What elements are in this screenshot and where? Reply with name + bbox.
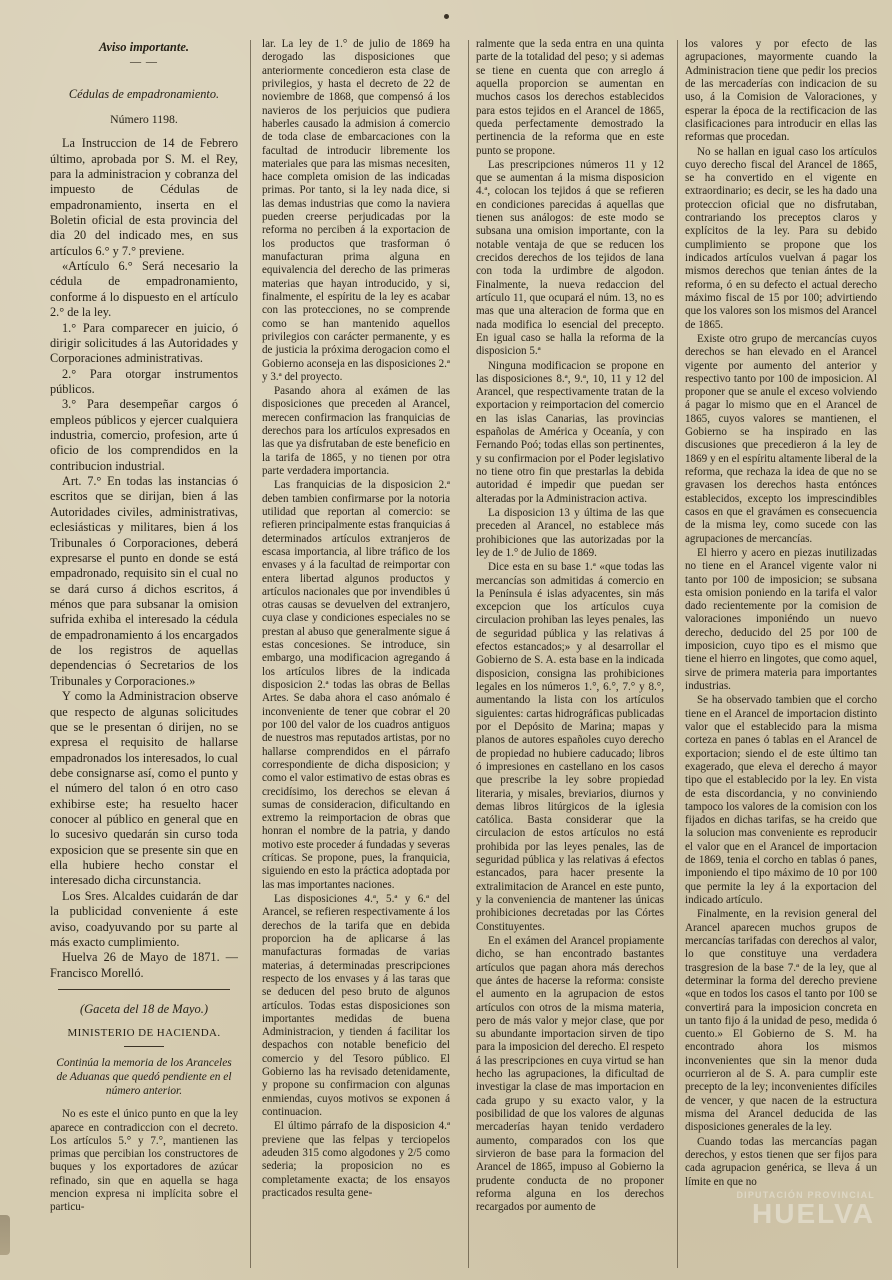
article-paragraph: ralmente que la seda entra en una quinta parte de la totalidad del peso; y si ademas se tiene en cuenta que con arreglo á aquella proporcion se aumentan en muchos casos los derechos establecidos para estos tejidos en el Arancel de 1865, queda perfectamente demostrado la pertinencia de la reforma que en este punto se propone.	[476, 38, 664, 157]
notice-signature: Huelva 26 de Mayo de 1871. — Francisco Morelló.	[50, 950, 238, 980]
notice-intro: La Instruccion de 14 de Febrero último, aprobada por S. M. el Rey, para la administracion y cobranza del impuesto de Cédulas de empadronamiento, inserta en el Boletin oficial de esta provincia del dia 20 del indicado mes, en sus artículos 6.° y 7.° previene.	[50, 136, 238, 258]
notice-article-7: Art. 7.° En todas las instancias ó escritos que se dirijan, bien á las Autoridades civiles, administrativas, eclesiásticas y militares, bien á los Tribunales ó Corporaciones, deberá expresarse el punto en donde se está empadronado, requisito sin el cual no se dará curso á dichos escritos, á ménos que para subsanar la omision sufrida exhiba el interesado la cédula de empadronamiento á los encargados de los registros de aquellas dependencias ó Secretarios de los Tribunales y Corporaciones.»	[50, 474, 238, 688]
archive-watermark	[705, 1190, 875, 1240]
section-divider	[58, 989, 230, 990]
article-paragraph: lar. La ley de 1.° de julio de 1869 ha derogado las disposiciones que anteriormente concedieron esta clase de privilegios, y hasta el decreto de 22 de noviembre de 1868, que compensó á los navieros de los perjuicios que pudiera haberles causado la admision á comercio de toda clase de embarcaciones con la facultad de introducir libremente los materiales que para las mismas necesiten, hace completa omision de las indicadas primas. Por tanto, si la ley nada dice, si las demas industrias que como la naviera pueden creerse perjudicadas por la reforma no perciben á la exportacion de los productos que trasforman ó manufacturan prima alguna en equivalencia del derecho de las primeras materias que hayan introducido, y si, finalmente, el espíritu de la ley es acabar con las protecciones, no se comprende como se han mantenido aquellos privilegios con carácter permanente, y es de justicia la próxima derogacion como el Gobierno aconseja en las disposiciones 2.ª y 3.ª del proyecto.	[262, 38, 450, 383]
notice-item-3: 3.° Para desempeñar cargos ó empleos públicos y ejercer cualquiera industria, comercio, profesion, arte ú oficio de los comprendidos en la contribucion industrial.	[50, 397, 238, 473]
article-paragraph: No es este el único punto en que la ley aparece en contradiccion con el decreto. Los artículos 5.° y 7.°, mantienen las primas que percibian los constructores de buques y los exportadores de azúcar refinado, sin que en aquella se haga mencion expresa ni implícita sobre el particu-	[50, 1108, 238, 1214]
column-2	[262, 38, 450, 1270]
article-paragraph: Cuando todas las mercancías pagan derechos, y estos tienen que ser fijos para cada agrupacion genérica, se lleva á un límite en que no	[685, 1135, 877, 1188]
article-paragraph: El hierro y acero en piezas inutilizadas no tiene en el Arancel vigente valor ni tanto por 100 de imposicion; se subsana esta omision poniendo en la tarifa el valor dado recientemente por la comision de valoraciones imponiéndo un nuevo derecho, deducido del 25 por 100 de imposicion, cuyo tipo es el mismo que tiene el hierro en lingotes, que como aquel, sirve de primera materia para importantes industrias.	[685, 546, 877, 692]
notice-alcaldes-paragraph: Los Sres. Alcaldes cuidarán de dar la publicidad conveniente á este aviso, coadyuvando por su parte al más exacto cumplimiento.	[50, 888, 238, 949]
article-paragraph: Se ha observado tambien que el corcho tiene en el Arancel de importacion distinto valor que el establecido para la misma corteza en panes ó tablas en el Arancel de exportacion; siendo el de este último tan exagerado, que eleva el derecho á mayor tipo que el establecido por la ley. En vista de esta discordancia, y no conviniendo tampoco los valores de la comision con los fijados en dichas tarifas, se ha creido que la solucion mas conveniente es reproducir el valor que en el Arancel de importacion de 1869, tenia el corcho en tablas ó panes, imponiendo el tipo máximo de 10 por 100 que permite la ley á la exportacion del indicado artículo.	[685, 694, 877, 906]
ministry-heading: MINISTERIO DE HACIENDA.	[67, 1026, 221, 1039]
article-paragraph: Ninguna modificacion se propone en las disposiciones 8.ª, 9.ª, 10, 11 y 12 del Arancel, que respectivamente tratan de la exportacion y reimportacion del comercio en las islas Canarias, las provincias españolas de América y Oceanía, y con Fernando Poó; todas ellas son pertinentes, y su confirmacion por el Poder legislativo no tiene otro fin que prestarlas la debida autoridad é impedir que puedan ser alteradas por la Administracion activa.	[476, 359, 664, 505]
notice-article-6: «Artículo 6.° Será necesario la cédula de empadronamiento, conforme á lo dispuesto en el artículo 2.° de la ley.	[50, 259, 238, 320]
gaceta-reference: (Gaceta del 18 de Mayo.)	[79, 1001, 209, 1016]
title-dash: — —	[130, 56, 158, 68]
column-rule	[468, 40, 469, 1268]
article-paragraph: los valores y por efecto de las agrupaciones, mayormente cuando la Administracion tiene que pedir los precios de las mercaderías con indicacion de su uso, á la Comision de Valoraciones, y esperar la época de la rectificacion de las clasificaciones para introducir en ellas las reformas que procedan.	[685, 38, 877, 144]
short-divider	[124, 1046, 164, 1047]
column-4	[685, 38, 877, 1270]
article-paragraph: En el exámen del Arancel propiamente dicho, se han encontrado bastantes artículos que pagan ahora más derechos que ántes de hacerse la reforma: consiste el aumento en la agrupacion de estos artículos con otros de la misma materia, pero de más valor y mejor clase, que por su abundante importacion sirven de tipo para la imposicion del derecho. El respeto á las prescripciones en cuya virtud se han hecho las agrupaciones, la dificultad de investigar la clase de mas importacion en cada grupo y su exacto valor, y la posibilidad de que los valores de algunas mercaderías hayan tenido verdadero aumento, comparados con los que sirvieron de base para la formacion del Arancel de 1865, impuso al Gobierno la prudente conducta de no proponer reforma alguna en los derechos recargados por aumento de	[476, 934, 664, 1214]
notice-title: Aviso importante.	[98, 40, 190, 54]
page-dot-mark	[444, 14, 449, 19]
article-paragraph: Las prescripciones números 11 y 12 que se aumentan á la misma disposicion 4.ª, colocan los tejidos á que se refieren en condiciones parecidas á aquellas que tienen sus análogos: de este modo se subsana una omision importante, con la notable ventaja de que se reducen los crecidos derechos de los tejidos de lana con toda la urdimbre de algodon. Finalmente, la nueva redaccion del artículo 11, que ocupará el núm. 13, no es mas que una alteracion de forma que en nada modifica lo esencial del precepto. En igual caso se halla la reforma de la disposicion 5.ª	[476, 158, 664, 358]
article-paragraph: Pasando ahora al exámen de las disposiciones que preceden al Arancel, merecen confirmacion las franquicias de derechos para los artículos expresados en las que ya disfrutaban de este beneficio en la tarifa de 1865, y no tienen por otra parte verdadera importancia.	[262, 385, 450, 477]
column-rule	[250, 40, 251, 1268]
article-paragraph: Existe otro grupo de mercancías cuyos derechos se han elevado en el Arancel vigente por aumento del anterior y respectivo tanto por 100 de imposicion. Al proponer que se anule el exceso volviendo á pagar lo mismo que en el Arancel de 1865, cuyos valores se mantienen, el Gobierno se ha inspirado en las discusiones que precedieron á la ley de 1869 y en el espíritu altamente liberal de la reforma, que rechaza la idea de que no se gravasen los derechos hasta entónces establecidos, excepto los imprescindibles casos en que el gravámen es consecuencia de la misma ley, como sucede con las agrupaciones de mercancías.	[685, 332, 877, 545]
watermark-line-1: DIPUTACIÓN PROVINCIAL	[736, 1190, 875, 1200]
article-paragraph: No se hallan en igual caso los artículos cuyo derecho fiscal del Arancel de 1865, se ha convertido en el vigente en extraordinario; es decir, se les ha dado una proteccion oficial que no disfrutaban, contrariando los preceptos claros y explícitos de la ley. Para su debido cumplimiento se propone que los indicados artículos vuelvan á pagar los mismos derechos que tenian ántes de la reforma, ó en su defecto el actual derecho máximo fiscal de 15 por 100; advirtiendo que los valores son los mismos del Arancel de 1865.	[685, 145, 877, 331]
notice-number: Número 1198.	[110, 112, 178, 127]
article-paragraph: Las franquicias de la disposicion 2.ª deben tambien confirmarse por la notoria utilidad que reportan al comercio: se refieren principalmente estas franquicias á determinados artículos extranjeros de escasa importancia, al libre tráfico de los envases y á la facultad de reimportar con entera libertad algunos productos y artículos nacionales que por invendibles ú otras causas se devuelven del extranjero, cuya clase y condiciones especiales no se prestan al abuso que generalmente sigue á estas concesiones. Se introduce, sin embargo, una modificacion agregando á los artículos libres de la indicada disposicion 2.ª todas las obras de Bellas Artes. Se daba ahora el caso anómalo é inconveniente de tener que cobrar el 20 por 100 del valor de los cuadros antiguos de nuestros mas reputados artistas, por no hallarse comprendidos en el párrafo correspondiente de dicha disposicion; y como el valor estimativo de estas obras es crecidísimo, los derechos se elevan á sumas de consideracion, dificultando en extremo la reimportacion de obras que honran el nombre de la patria, y dando motivo este proceder á fundadas y severas críticas. Se propone, pues, la franquicia, siguiendo en esto la práctica adoptada por las mas importantes naciones.	[262, 479, 450, 891]
article-paragraph: Finalmente, en la revision general del Arancel aparecen muchos grupos de mercancías tarifadas con derechos al valor, lo que constituye una verdadera trasgresion de la base 7.ª de la ley, que al determinar la forma del derecho previene «que en todos los casos el tanto por 100 se convertirá para la imposicion concreta en un tanto fijo á la unidad de peso, medida ó cuento.» El Gobierno de S. M. ha encontrado ahora los mismos inconvenientes que sin la menor duda ocurrieron al de S. A. para cumplir este precepto de la ley; inconvenientes difíciles de vencer, y que nacen de la estructura misma del Arancel deducida de las disposiciones generales de la ley.	[685, 908, 877, 1134]
article-paragraph: El último párrafo de la disposicion 4.ª previene que las felpas y terciopelos adeuden 315 como algodones y 2/5 como sederia; la proposicion no es completamente exacta; de los ensayos practicados resulta gene-	[262, 1120, 450, 1199]
notice-subtitle: Cédulas de empadronamiento.	[68, 87, 220, 102]
notice-item-2: 2.° Para otorgar instrumentos públicos.	[50, 366, 238, 396]
column-3	[476, 38, 664, 1270]
article-paragraph: La disposicion 13 y última de las que preceden al Arancel, no establece más prohibiciones que las autorizadas por la ley de 1.° de Julio de 1869.	[476, 506, 664, 559]
watermark-line-2: HUELVA	[752, 1198, 875, 1229]
column-rule	[677, 40, 678, 1268]
continuation-note: Continúa la memoria de los Aranceles de Aduanas que quedó pendiente en el número anterior.	[56, 1057, 232, 1097]
article-paragraph: Dice esta en su base 1.ª «que todas las mercancías son admitidas á comercio en la Península é islas adyacentes, sin más excepcion que los artículos cuya circulacion prohiban las leyes penales, las de seguridad pública y las relativas á efectos estancados;» y al desarrollar el Gobierno de S. A. esta base en la indicada disposicion, consigna las prohibiciones legales en los números 1.°, 6.°, 7.° y 8.°, aumentando la lista con los artículos siguientes: cartas hidrográficas publicadas por el Depósito de Marina; mapas y planos de autores españoles cuyo derecho de propiedad no hubiere caducado; libros ó impresiones en castellano en los casos que prescribe la ley sobre propiedad literaria, y misales, breviarios, diurnos y demas libros litúrgicos de la iglesia católica. Basta considerar que la circulacion de estos artículos no está prohibida por las leyes penales, las de seguridad pública y las relativas á efectos estancados, para hacer presente la extralimitacion de Arancel en este punto, y la conveniencia de mantener las únicas prohibiciones decretadas por las Córtes Constituyentes.	[476, 561, 664, 933]
paper-stain	[0, 1215, 10, 1255]
notice-body	[50, 136, 238, 981]
article-paragraph: Las disposiciones 4.ª, 5.ª y 6.ª del Arancel, se refieren respectivamente á los derechos de la tarifa que en debida proporcion ha de aplicarse á las manufacturas formadas de varias materias, á determinadas prescripciones respecto de los envases y á las taras que se deducen del peso bruto de algunos artículos. Todas estas disposiciones son importantes medidas de buena Administracion, y tienden á facilitar los despachos con notable beneficio del comercio y del Tesoro público. El Gobierno las ha revisado detenidamente, y propone su confirmacion con algunas enmiendas, cuyos motivos se exponen á continuacion.	[262, 893, 450, 1118]
notice-item-1: 1.° Para comparecer en juicio, ó dirigir solicitudes á las Autoridades y Corporaciones administrativas.	[50, 320, 238, 366]
column-1	[50, 38, 238, 1270]
notice-admin-paragraph: Y como la Administracion observe que respecto de algunas solicitudes que se le presentan ó dirijen, no se expresa el requisito de hallarse empadronados los interesados, lo cual debe consignarse así, como el punto y el número del talon ó en otro caso exhibirse este; ha resuelto hacer conocer al público en general que en lo sucesivo quedarán sin curso toda exposicion que se presente sin que en ella hubiere hecho constar el interesado dicha circunstancia.	[50, 689, 238, 888]
